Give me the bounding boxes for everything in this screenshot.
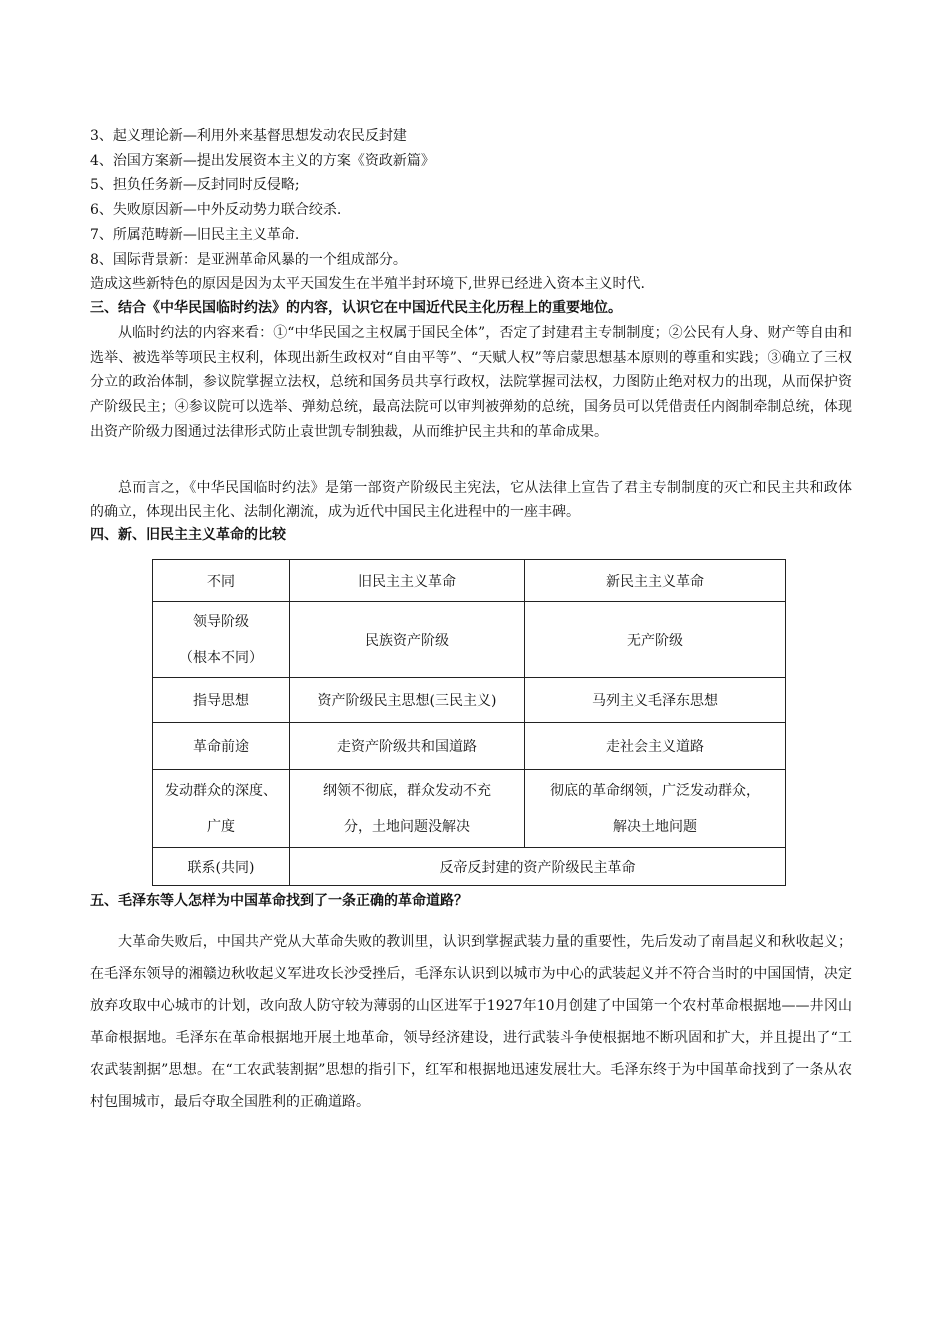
table-cell: 走社会主义道路 — [525, 723, 786, 770]
list-item: 6、失败原因新—中外反动势力联合绞杀. — [90, 202, 342, 218]
table-cell: 马列主义毛泽东思想 — [525, 678, 786, 723]
table-cell: 彻底的革命纲领，广泛发动群众， 解决土地问题 — [525, 770, 786, 848]
table-cell: 发动群众的深度、 广度 — [153, 770, 290, 848]
list-item: 8、国际背景新：是亚洲革命风暴的一个组成部分。 — [90, 252, 407, 268]
table-cell: 民族资产阶级 — [290, 602, 525, 678]
table-cell: 资产阶级民主思想(三民主义) — [290, 678, 525, 723]
section-three-heading: 三、结合《中华民国临时约法》的内容，认识它在中国近代民主化历程上的重要地位。 — [90, 300, 622, 316]
table-cell: 纲领不彻底，群众发动不充 分，土地问题没解决 — [290, 770, 525, 848]
table-cell: 反帝反封建的资产阶级民主革命 — [290, 848, 786, 886]
section-three-paragraph-2: 总而言之，《中华民国临时约法》是第一部资产阶级民主宪法，它从法律上宣告了君主专制制度的灭亡和民主共和政体的确立，体现出民主化、法制化潮流，成为近代中国民主化进程中的一座丰碑。 — [90, 480, 852, 520]
section-three-paragraph-1: 从临时约法的内容来看：①“中华民国之主权属于国民全体”，否定了封建君主专制制度；②公民有人身、财产等自由和选举、被选举等项民主权利，体现出新生政权对“自由平等”、“天赋人权”等启蒙思想基本原则的尊重和实践；③确立了三权分立的政治体制，参议院掌握立法权，总统和国务员共享行政权，法院掌握司法权，力图防止绝对权力的出现，从而保护资产阶级民主；④参议院可以选举、弹劾总统，最高法院可以审判被弹劾的总统，国务员可以凭借责任内阁制牵制总统，体现出资产阶级力图通过法律形式防止袁世凯专制独裁，从而维护民主共和的革命成果。 — [90, 325, 852, 440]
table-row — [153, 848, 786, 886]
table-cell: 联系(共同) — [153, 848, 290, 886]
table-header-cell: 新民主主义革命 — [525, 560, 786, 602]
section-four-heading: 四、新、旧民主主义革命的比较 — [90, 527, 286, 543]
table-header-cell: 不同 — [153, 560, 290, 602]
table-cell: 走资产阶级共和国道路 — [290, 723, 525, 770]
table-cell: 指导思想 — [153, 678, 290, 723]
table-row — [153, 723, 786, 770]
list-item: 3、起义理论新—利用外来基督思想发动农民反封建 — [90, 128, 407, 144]
list-item: 7、所属范畴新—旧民主主义革命. — [90, 227, 300, 243]
summary-line: 造成这些新特色的原因是因为太平天国发生在半殖半封环境下,世界已经进入资本主义时代. — [90, 276, 645, 292]
table-row — [153, 602, 786, 678]
table-header-row — [153, 560, 786, 602]
table-header-cell: 旧民主主义革命 — [290, 560, 525, 602]
table-row — [153, 770, 786, 848]
comparison-table — [152, 559, 786, 886]
section-five-heading: 五、毛泽东等人怎样为中国革命找到了一条正确的革命道路？ — [90, 893, 468, 909]
table-cell: 无产阶级 — [525, 602, 786, 678]
table-cell: 领导阶级 （根本不同） — [153, 602, 290, 678]
list-item: 5、担负任务新—反封同时反侵略; — [90, 177, 300, 193]
table-row — [153, 678, 786, 723]
section-five-paragraph: 大革命失败后，中国共产党从大革命失败的教训里，认识到掌握武装力量的重要性，先后发动了南昌起义和秋收起义；在毛泽东领导的湘赣边秋收起义军进攻长沙受挫后，毛泽东认识到以城市为中心的武装起义并不符合当时的中国国情，决定放弃攻取中心城市的计划，改向敌人防守较为薄弱的山区进军于1927年10月创建了中国第一个农村革命根据地——井冈山革命根据地。毛泽东在革命根据地开展土地革命，领导经济建设，进行武装斗争使根据地不断巩固和扩大，并且提出了“工农武装割据”思想。在“工农武装割据”思想的指引下，红军和根据地迅速发展壮大。毛泽东终于为中国革命找到了一条从农村包围城市，最后夺取全国胜利的正确道路。 — [90, 934, 852, 1110]
table-cell: 革命前途 — [153, 723, 290, 770]
list-item: 4、治国方案新—提出发展资本主义的方案《资政新篇》 — [90, 153, 435, 169]
